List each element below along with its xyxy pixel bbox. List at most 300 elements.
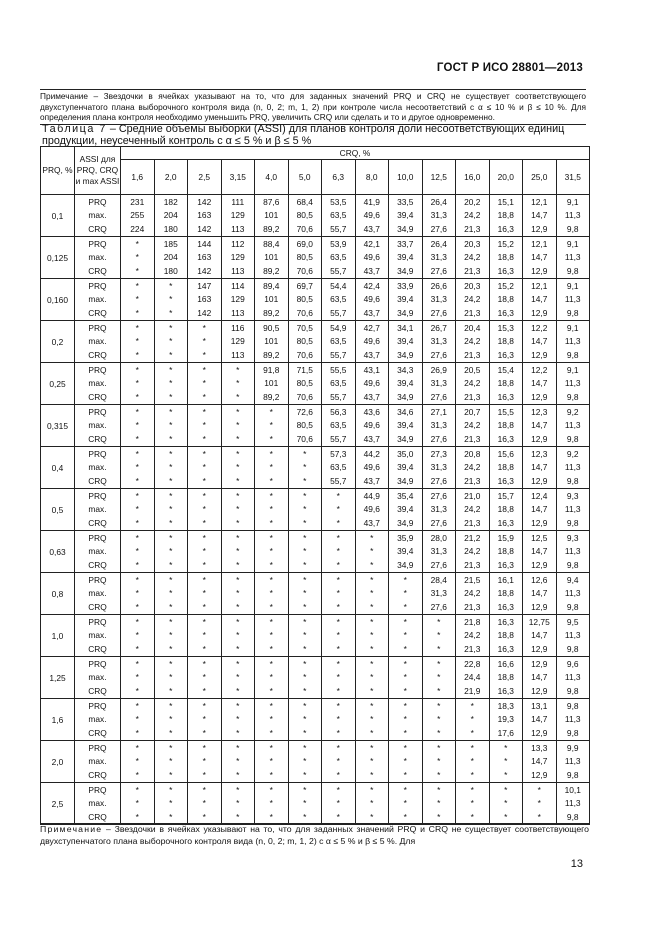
assi-value: 14,7 (531, 294, 548, 305)
assi-value: 34,9 (397, 266, 414, 277)
assi-value: 69,7 (296, 280, 313, 291)
assi-value: * (236, 812, 240, 823)
assi-cell (422, 489, 456, 531)
assi-value: 63,5 (330, 252, 347, 263)
assi-cell (523, 615, 557, 657)
assi-value: * (336, 714, 340, 725)
prq-value: 0,63 (41, 531, 75, 573)
table-caption-label: Таблица 7 (42, 123, 107, 135)
crq-header-cell: 16,0 (456, 160, 490, 195)
assi-value: * (303, 476, 307, 487)
assi-value: 11,3 (564, 210, 581, 221)
assi-value: 43,6 (363, 406, 380, 417)
assi-value: * (269, 812, 273, 823)
assi-value: * (236, 784, 240, 795)
assi-value: 27,6 (430, 560, 447, 571)
assi-value: * (169, 714, 173, 725)
assi-cell (456, 363, 490, 405)
assi-cell (154, 615, 188, 657)
assi-value: * (269, 518, 273, 529)
assi-value: * (504, 742, 508, 753)
assi-cell (355, 489, 389, 531)
assi-value: 39,4 (397, 336, 414, 347)
assi-value: 70,5 (296, 322, 313, 333)
assi-cell (389, 447, 423, 489)
row-label: max. (88, 630, 107, 641)
assi-value: * (437, 742, 441, 753)
assi-value: * (269, 406, 273, 417)
assi-value: * (370, 658, 374, 669)
assi-cell (456, 531, 490, 573)
assi-value: 101 (264, 210, 279, 221)
assi-value: 12,9 (531, 658, 548, 669)
assi-cell (121, 489, 155, 531)
assi-value: 180 (163, 266, 178, 277)
assi-value: * (202, 322, 206, 333)
assi-value: 101 (264, 378, 279, 389)
row-label: CRQ (88, 812, 107, 823)
assi-value: * (169, 602, 173, 613)
assi-value: 16,3 (497, 350, 514, 361)
assi-value: * (437, 686, 441, 697)
assi-cell (188, 489, 222, 531)
assi-cell (288, 195, 322, 237)
assi-value: * (135, 462, 139, 473)
assi-cell (255, 279, 289, 321)
assi-value: 224 (130, 224, 145, 235)
assi-cell (121, 405, 155, 447)
assi-cell (523, 657, 557, 699)
assi-value: * (169, 616, 173, 627)
assi-cell (154, 573, 188, 615)
assi-value: 21,0 (464, 490, 481, 501)
row-label: CRQ (88, 392, 107, 403)
assi-value: * (403, 574, 407, 585)
assi-cell (389, 783, 423, 825)
assi-value: 12,3 (531, 448, 548, 459)
assi-value: * (135, 644, 139, 655)
assi-value: 70,6 (296, 434, 313, 445)
assi-cell (489, 237, 523, 279)
assi-cell (523, 741, 557, 783)
assi-value: 101 (264, 252, 279, 263)
assi-cell (288, 447, 322, 489)
assi-cell (389, 195, 423, 237)
assi-value: * (202, 756, 206, 767)
assi-value: * (169, 504, 173, 515)
assi-value: 12,4 (531, 490, 548, 501)
prq-value: 0,125 (41, 237, 75, 279)
assi-value: 9,8 (566, 392, 579, 403)
assi-value: 113 (231, 308, 245, 319)
assi-value: * (202, 672, 206, 683)
row-label: max. (88, 588, 107, 599)
assi-cell (489, 657, 523, 699)
assi-cell (121, 279, 155, 321)
assi-cell (255, 657, 289, 699)
assi-value: * (202, 392, 206, 403)
assi-value: 15,6 (497, 448, 514, 459)
assi-value: 116 (231, 322, 245, 333)
assi-value: 16,3 (497, 518, 514, 529)
assi-value: 26,9 (430, 364, 447, 375)
assi-value: 12,9 (531, 686, 548, 697)
assi-value: 27,6 (430, 434, 447, 445)
assi-value: 12,9 (531, 350, 548, 361)
assi-value: 24,2 (464, 462, 481, 473)
assi-value: * (370, 602, 374, 613)
assi-value: 18,8 (497, 420, 514, 431)
assi-value: * (437, 812, 441, 823)
assi-value: 12,9 (531, 728, 548, 739)
assi-value: * (303, 616, 307, 627)
assi-value: 31,3 (430, 252, 447, 263)
assi-value: 12,9 (531, 560, 548, 571)
assi-value: * (202, 434, 206, 445)
assi-value: 28,0 (430, 532, 447, 543)
assi-value: * (135, 504, 139, 515)
assi-value: 112 (231, 238, 245, 249)
assi-value: * (336, 700, 340, 711)
assi-cell (322, 363, 356, 405)
assi-value: * (202, 616, 206, 627)
assi-value: 80,5 (296, 294, 313, 305)
table-row (41, 741, 590, 783)
assi-value: * (269, 448, 273, 459)
assi-value: * (370, 574, 374, 585)
assi-cell (288, 573, 322, 615)
prq-value: 0,25 (41, 363, 75, 405)
assi-value: * (169, 448, 173, 459)
assi-value: 12,9 (531, 644, 548, 655)
assi-value: * (504, 812, 508, 823)
prq-value: 0,5 (41, 489, 75, 531)
assi-value: 39,4 (397, 294, 414, 305)
assi-value: 12,75 (528, 616, 550, 627)
crq-header-cell: 4,0 (255, 160, 289, 195)
assi-cell (255, 783, 289, 825)
assi-cell (255, 615, 289, 657)
assi-value: 142 (197, 308, 212, 319)
assi-value: 63,5 (330, 294, 347, 305)
assi-cell (389, 699, 423, 741)
assi-value: 68,4 (296, 196, 313, 207)
row-label-cell (75, 657, 121, 699)
assi-value: * (269, 672, 273, 683)
assi-value: * (370, 546, 374, 557)
assi-value: * (236, 476, 240, 487)
assi-value: 129 (230, 210, 245, 221)
assi-cell (221, 447, 255, 489)
assi-cell (489, 195, 523, 237)
assi-value: * (236, 546, 240, 557)
crq-header-cell: 31,5 (556, 160, 590, 195)
assi-value: * (303, 686, 307, 697)
assi-value: 41,9 (363, 196, 380, 207)
assi-cell (422, 363, 456, 405)
assi-cell (422, 279, 456, 321)
assi-value: 27,6 (430, 476, 447, 487)
assi-value: 11,3 (564, 714, 581, 725)
assi-value: 18,8 (497, 630, 514, 641)
assi-cell (255, 321, 289, 363)
assi-cell (322, 783, 356, 825)
assi-value: * (336, 686, 340, 697)
assi-value: 21,3 (464, 602, 481, 613)
assi-cell (255, 573, 289, 615)
assi-value: * (269, 560, 273, 571)
assi-value: 9,2 (566, 406, 579, 417)
assi-value: 34,9 (397, 308, 414, 319)
prq-value: 2,5 (41, 783, 75, 825)
assi-value: * (269, 616, 273, 627)
assi-value: * (336, 616, 340, 627)
assi-cell (255, 699, 289, 741)
assi-value: * (336, 504, 340, 515)
prq-value: 0,2 (41, 321, 75, 363)
assi-value: * (236, 616, 240, 627)
assi-value: 20,8 (464, 448, 481, 459)
assi-cell (121, 447, 155, 489)
assi-value: 35,9 (397, 532, 414, 543)
assi-value: 14,7 (531, 462, 548, 473)
assi-cell (121, 741, 155, 783)
assi-value: 70,6 (296, 308, 313, 319)
assi-value: 70,6 (296, 224, 313, 235)
assi-cell (221, 237, 255, 279)
assi-cell (355, 279, 389, 321)
row-label: max. (88, 294, 107, 305)
assi-value: 163 (197, 294, 212, 305)
assi-value: * (236, 518, 240, 529)
assi-value: * (135, 490, 139, 501)
assi-cell (556, 237, 590, 279)
assi-value: * (169, 770, 173, 781)
assi-cell (255, 363, 289, 405)
assi-value: * (403, 700, 407, 711)
assi-value: 49,6 (363, 210, 380, 221)
assi-cell (288, 657, 322, 699)
crq-header-cell: 2,5 (188, 160, 222, 195)
assi-value: * (236, 756, 240, 767)
row-label: PRQ (88, 532, 107, 543)
assi-value: 9,8 (566, 350, 579, 361)
assi-value: * (437, 784, 441, 795)
assi-value: 9,8 (566, 812, 579, 823)
assi-value: * (135, 616, 139, 627)
assi-value: 80,5 (296, 210, 313, 221)
assi-cell (456, 573, 490, 615)
assi-value: 34,9 (397, 392, 414, 403)
assi-value: 14,7 (531, 336, 548, 347)
assi-value: * (403, 588, 407, 599)
assi-value: * (269, 784, 273, 795)
assi-value: 31,3 (430, 210, 447, 221)
assi-value: * (202, 420, 206, 431)
assi-table (40, 146, 590, 825)
assi-value: 114 (231, 280, 245, 291)
assi-value: 21,3 (464, 308, 481, 319)
assi-cell (322, 573, 356, 615)
assi-value: 15,3 (497, 322, 514, 333)
row-label: max. (88, 210, 107, 221)
assi-cell (489, 321, 523, 363)
assi-value: * (236, 770, 240, 781)
assi-value: * (336, 546, 340, 557)
assi-value: 42,1 (363, 238, 380, 249)
assi-value: * (470, 700, 474, 711)
assi-value: 43,7 (363, 392, 380, 403)
assi-cell (221, 783, 255, 825)
assi-value: 113 (231, 266, 245, 277)
assi-cell (389, 531, 423, 573)
assi-cell (456, 447, 490, 489)
assi-value: 27,6 (430, 350, 447, 361)
assi-value: * (236, 462, 240, 473)
row-label: CRQ (88, 266, 107, 277)
assi-value: 144 (197, 238, 212, 249)
assi-value: 34,6 (397, 406, 414, 417)
assi-value: * (202, 602, 206, 613)
assi-cell (221, 699, 255, 741)
assi-cell (154, 489, 188, 531)
prq-value: 1,6 (41, 699, 75, 741)
assi-value: * (537, 784, 541, 795)
assi-value: * (303, 658, 307, 669)
row-label-cell (75, 531, 121, 573)
assi-cell (355, 447, 389, 489)
assi-value: 11,3 (564, 504, 581, 515)
assi-value: * (169, 392, 173, 403)
assi-value: * (135, 518, 139, 529)
assi-value: * (403, 672, 407, 683)
assi-value: * (202, 812, 206, 823)
assi-value: * (236, 364, 240, 375)
assi-value: * (370, 770, 374, 781)
assi-value: * (269, 728, 273, 739)
assi-value: * (303, 504, 307, 515)
assi-value: 129 (230, 294, 245, 305)
row-label-cell (75, 405, 121, 447)
assi-cell (255, 741, 289, 783)
assi-value: * (370, 532, 374, 543)
row-label: max. (88, 420, 107, 431)
assi-cell (221, 195, 255, 237)
assi-value: 12,9 (531, 308, 548, 319)
assi-value: * (135, 476, 139, 487)
assi-value: * (303, 518, 307, 529)
assi-value: * (403, 602, 407, 613)
assi-value: * (269, 588, 273, 599)
assi-value: * (269, 546, 273, 557)
assi-value: * (269, 742, 273, 753)
assi-cell (556, 321, 590, 363)
assi-value: 9,4 (566, 574, 579, 585)
assi-value: * (169, 756, 173, 767)
assi-value: * (236, 490, 240, 501)
assi-value: 9,8 (566, 686, 579, 697)
assi-value: 15,4 (497, 364, 514, 375)
table-note (40, 823, 589, 847)
assi-cell (556, 741, 590, 783)
assi-value: 12,1 (531, 280, 548, 291)
assi-value: 31,3 (430, 546, 447, 557)
assi-value: * (370, 672, 374, 683)
row-label: PRQ (88, 364, 107, 375)
assi-value: 14,7 (531, 756, 548, 767)
assi-cell (489, 531, 523, 573)
assi-value: 9,8 (566, 266, 579, 277)
assi-value: 11,3 (564, 546, 581, 557)
assi-value: * (236, 392, 240, 403)
assi-value: 43,7 (363, 434, 380, 445)
assi-value: 35,4 (397, 490, 414, 501)
assi-cell (556, 783, 590, 825)
assi-value: * (403, 770, 407, 781)
assi-value: * (303, 644, 307, 655)
assi-value: * (437, 700, 441, 711)
assi-value: 24,2 (464, 588, 481, 599)
assi-cell (154, 321, 188, 363)
assi-value: * (169, 336, 173, 347)
assi-value: 55,7 (330, 350, 347, 361)
assi-value: * (236, 560, 240, 571)
table-row (41, 195, 590, 237)
assi-cell (556, 363, 590, 405)
assi-value: 43,7 (363, 350, 380, 361)
assi-value: * (370, 644, 374, 655)
assi-value: 20,2 (464, 196, 481, 207)
assi-cell (255, 405, 289, 447)
assi-value: * (135, 336, 139, 347)
assi-value: 49,6 (363, 378, 380, 389)
assi-cell (489, 615, 523, 657)
assi-cell (154, 783, 188, 825)
assi-cell (288, 405, 322, 447)
assi-cell (322, 321, 356, 363)
row-label: max. (88, 504, 107, 515)
assi-value: * (236, 406, 240, 417)
assi-value: * (437, 798, 441, 809)
assi-cell (221, 279, 255, 321)
assi-value: * (303, 714, 307, 725)
assi-cell (221, 615, 255, 657)
assi-value: 9,8 (566, 224, 579, 235)
prq-value: 0,8 (41, 573, 75, 615)
assi-value: * (202, 784, 206, 795)
assi-value: 180 (163, 224, 178, 235)
assi-value: * (135, 378, 139, 389)
assi-value: 57,3 (330, 448, 347, 459)
assi-value: * (336, 644, 340, 655)
assi-cell (523, 573, 557, 615)
assi-cell (288, 363, 322, 405)
assi-cell (188, 657, 222, 699)
row-label-cell (75, 363, 121, 405)
assi-cell (154, 531, 188, 573)
assi-cell (121, 615, 155, 657)
assi-value: * (202, 574, 206, 585)
assi-value: * (202, 406, 206, 417)
assi-value: * (303, 630, 307, 641)
assi-value: 16,3 (497, 434, 514, 445)
assi-cell (221, 531, 255, 573)
assi-value: 18,8 (497, 672, 514, 683)
assi-value: * (269, 462, 273, 473)
assi-cell (154, 447, 188, 489)
assi-value: * (269, 602, 273, 613)
assi-value: * (236, 602, 240, 613)
